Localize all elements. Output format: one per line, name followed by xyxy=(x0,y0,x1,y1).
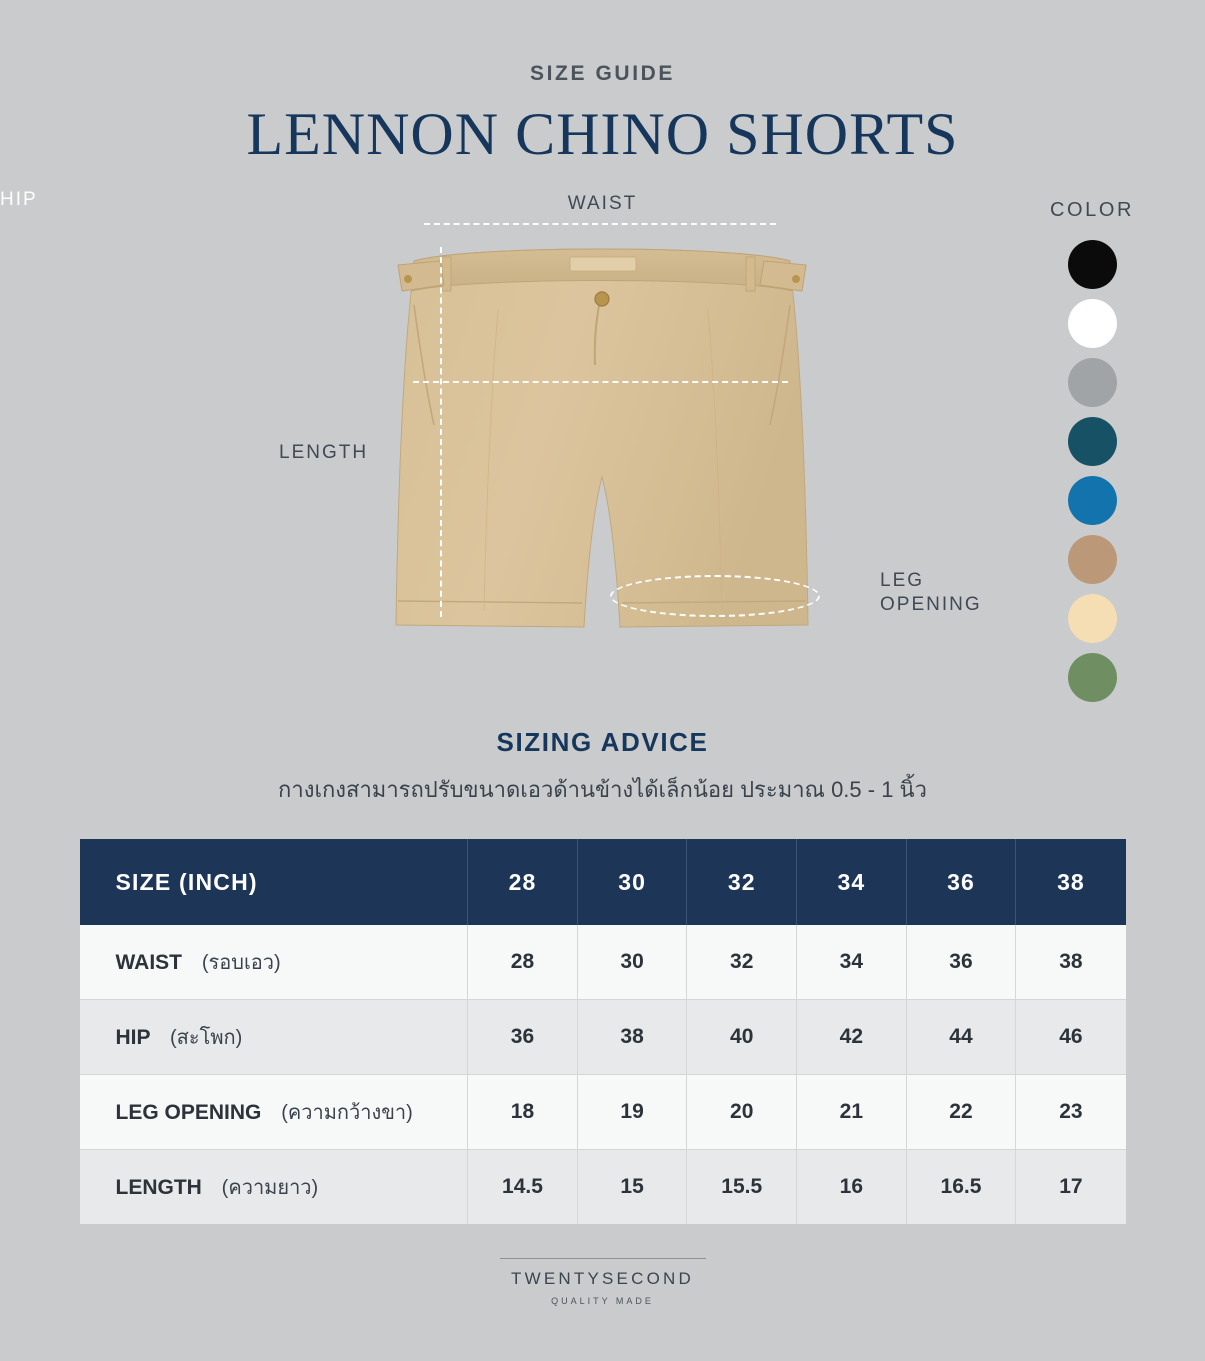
eyebrow-label: SIZE GUIDE xyxy=(529,62,676,85)
color-swatch-tan[interactable] xyxy=(1068,535,1117,584)
cell-waist-30: 30 xyxy=(577,925,687,1000)
color-swatch-black[interactable] xyxy=(1068,240,1117,289)
table-row xyxy=(80,1075,1126,1150)
cell-length-36: 16.5 xyxy=(906,1150,1016,1225)
table-head-size-28: 28 xyxy=(468,839,578,925)
leg-opening-label-line1: LEG xyxy=(880,570,925,591)
leg-opening-guide-ellipse xyxy=(610,575,820,617)
row-label-hip-th: (สะโพก) xyxy=(169,1027,243,1049)
color-swatch-teal-navy[interactable] xyxy=(1068,417,1117,466)
cell-hip-30: 38 xyxy=(577,1000,687,1075)
hip-label: HIP xyxy=(0,189,38,210)
row-label-waist-th: (รอบเอว) xyxy=(201,952,281,974)
cell-length-28: 14.5 xyxy=(468,1150,578,1225)
cell-hip-28: 36 xyxy=(468,1000,578,1075)
cell-waist-32: 32 xyxy=(687,925,797,1000)
cell-waist-36: 36 xyxy=(906,925,1016,1000)
color-swatch-column xyxy=(1027,199,1157,712)
waist-label: WAIST xyxy=(567,193,638,214)
brand-name: TWENTYSECOND xyxy=(511,1269,694,1288)
hip-guide-line xyxy=(413,381,788,383)
size-table-body xyxy=(80,925,1126,1224)
sizing-advice xyxy=(0,727,1205,807)
cell-hip-36: 44 xyxy=(906,1000,1016,1075)
page-header xyxy=(0,0,1205,169)
table-row xyxy=(80,1000,1126,1075)
size-table xyxy=(80,839,1126,1224)
row-label-length xyxy=(80,1150,468,1225)
row-label-hip-en: HIP xyxy=(115,1026,151,1049)
cell-length-34: 16 xyxy=(797,1150,907,1225)
leg-opening-label xyxy=(880,569,1010,617)
cell-hip-34: 42 xyxy=(797,1000,907,1075)
cell-leg-opening-32: 20 xyxy=(687,1075,797,1150)
brand-tagline: QUALITY MADE xyxy=(551,1296,654,1306)
footer-divider xyxy=(500,1258,706,1259)
table-head-size-30: 30 xyxy=(577,839,687,925)
leg-opening-label-line2: OPENING xyxy=(880,593,982,615)
table-head-size-38: 38 xyxy=(1016,839,1126,925)
sizing-advice-title: SIZING ADVICE xyxy=(496,727,709,757)
cell-length-38: 17 xyxy=(1016,1150,1126,1225)
color-swatch-olive-green[interactable] xyxy=(1068,653,1117,702)
length-label: LENGTH xyxy=(279,442,369,463)
cell-length-32: 15.5 xyxy=(687,1150,797,1225)
page-title: LENNON CHINO SHORTS xyxy=(246,101,959,167)
table-head-size-34: 34 xyxy=(797,839,907,925)
cell-hip-32: 40 xyxy=(687,1000,797,1075)
table-row xyxy=(80,925,1126,1000)
table-head-size-32: 32 xyxy=(687,839,797,925)
row-label-leg-opening xyxy=(80,1075,468,1150)
color-swatch-blue[interactable] xyxy=(1068,476,1117,525)
table-header-row xyxy=(80,839,1126,925)
row-label-waist-en: WAIST xyxy=(115,951,182,974)
cell-leg-opening-38: 23 xyxy=(1016,1075,1126,1150)
cell-waist-38: 38 xyxy=(1016,925,1126,1000)
color-title: COLOR xyxy=(1049,199,1135,221)
table-head-label: SIZE (INCH) xyxy=(80,839,468,925)
size-table-wrapper xyxy=(80,839,1126,1224)
row-label-waist xyxy=(80,925,468,1000)
cell-length-30: 15 xyxy=(577,1150,687,1225)
measurement-diagram xyxy=(0,189,1205,709)
waist-guide-line xyxy=(424,223,776,225)
row-label-length-th: (ความยาว) xyxy=(221,1177,319,1199)
cell-hip-38: 46 xyxy=(1016,1000,1126,1075)
color-swatch-cream[interactable] xyxy=(1068,594,1117,643)
row-label-leg-opening-th: (ความกว้างขา) xyxy=(281,1102,413,1124)
cell-leg-opening-28: 18 xyxy=(468,1075,578,1150)
row-label-leg-opening-en: LEG OPENING xyxy=(115,1101,262,1124)
sizing-advice-text: กางเกงสามารถปรับขนาดเอวด้านข้างได้เล็กน้อย ประมาณ 0.5 - 1 นิ้ว xyxy=(278,777,927,802)
row-label-length-en: LENGTH xyxy=(115,1176,202,1199)
cell-leg-opening-34: 21 xyxy=(797,1075,907,1150)
color-swatch-grey[interactable] xyxy=(1068,358,1117,407)
table-row xyxy=(80,1150,1126,1225)
cell-leg-opening-36: 22 xyxy=(906,1075,1016,1150)
table-head-size-36: 36 xyxy=(906,839,1016,925)
length-guide-line xyxy=(440,247,442,617)
cell-waist-28: 28 xyxy=(468,925,578,1000)
size-table-head xyxy=(80,839,1126,925)
cell-waist-34: 34 xyxy=(797,925,907,1000)
cell-leg-opening-30: 19 xyxy=(577,1075,687,1150)
row-label-hip xyxy=(80,1000,468,1075)
color-swatch-white[interactable] xyxy=(1068,299,1117,348)
page-footer xyxy=(0,1258,1205,1306)
